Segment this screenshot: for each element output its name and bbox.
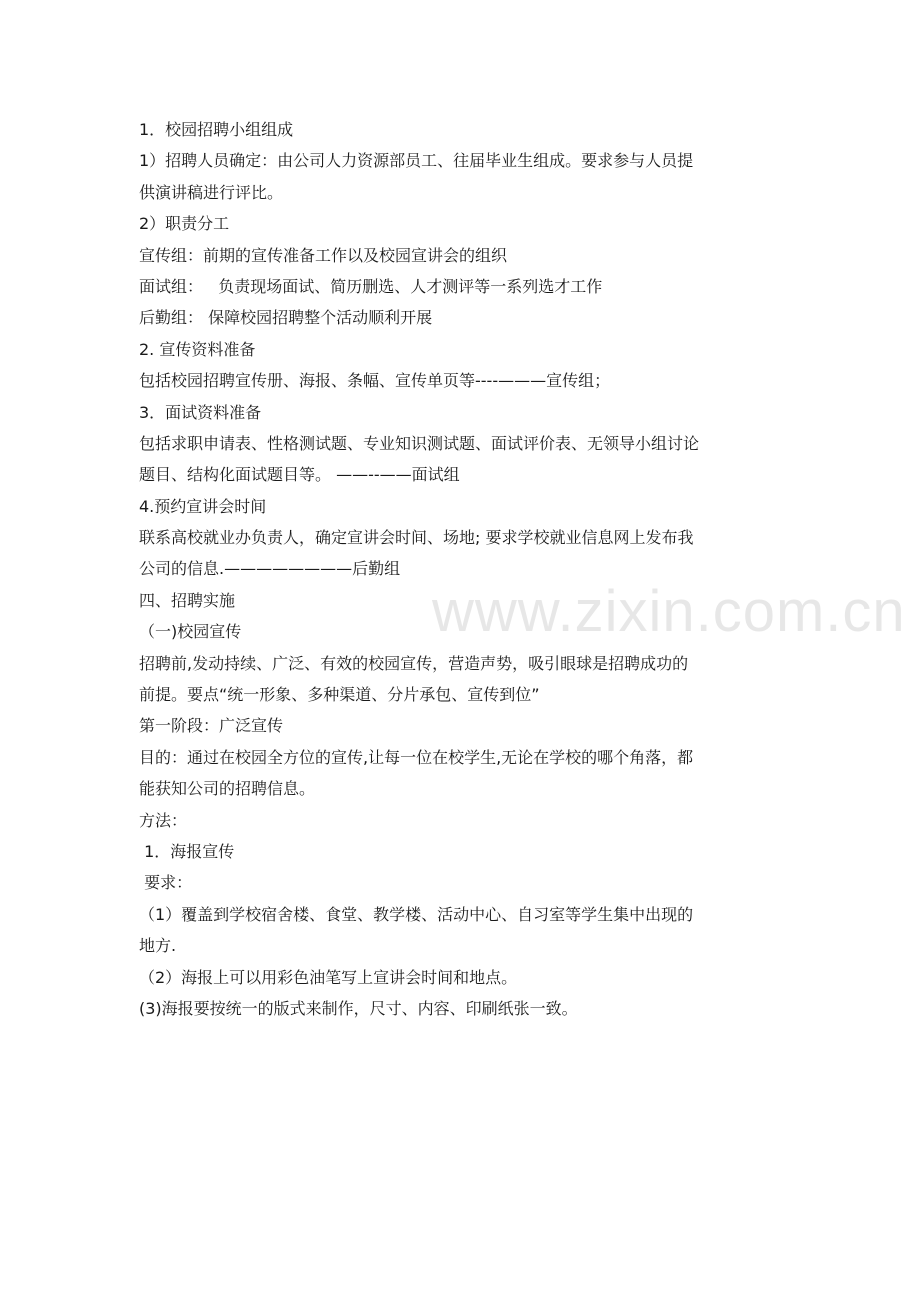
paragraph-line: 包括校园招聘宣传册、海报、条幅、宣传单页等----———宣传组； xyxy=(139,371,611,391)
subheading-poster: 1．海报宣传 xyxy=(139,841,235,861)
paragraph-line: 目的：通过在校园全方位的宣传,让每一位在校学生,无论在学校的哪个角落，都 xyxy=(139,747,694,767)
paragraph-line: 供演讲稿进行评比。 xyxy=(139,182,284,202)
paragraph-line: 宣传组：前期的宣传准备工作以及校园宣讲会的组织 xyxy=(139,245,508,265)
heading-recruit-team: 1．校园招聘小组组成 xyxy=(139,120,294,139)
paragraph-line: 招聘前,发动持续、广泛、有效的校园宣传，营造声势，吸引眼球是招聘成功的 xyxy=(139,653,689,673)
label-method: 方法： xyxy=(139,810,188,830)
label-requirements: 要求： xyxy=(139,873,193,893)
paragraph-line: 面试组： 负责现场面试、简历删选、人才测评等一系列选才工作 xyxy=(139,276,603,296)
paragraph-line: 前提。要点“统一形象、多种渠道、分片承包、宣传到位” xyxy=(139,685,540,705)
list-item: （1）覆盖到学校宿舍楼、食堂、教学楼、活动中心、自习室等学生集中出现的 xyxy=(139,904,694,924)
paragraph-line: 联系高校就业办负责人，确定宣讲会时间、场地; 要求学校就业信息网上发布我 xyxy=(139,528,694,548)
heading-book-session: 4.预约宣讲会时间 xyxy=(139,496,267,516)
watermark: www.zixin.com.cn xyxy=(432,579,906,644)
paragraph-line: 能获知公司的招聘信息。 xyxy=(139,779,316,799)
heading-promo-materials: 2. 宣传资料准备 xyxy=(139,339,256,359)
paragraph-line: 题目、结构化面试题目等。 ——--——面试组 xyxy=(139,465,460,485)
heading-implementation: 四、招聘实施 xyxy=(139,590,236,610)
list-item: （2）海报上可以用彩色油笔写上宣讲会时间和地点。 xyxy=(139,967,518,987)
heading-interview-materials: 3．面试资料准备 xyxy=(139,402,262,422)
document-body xyxy=(139,114,789,1024)
list-item-continuation: 地方. xyxy=(139,936,177,956)
paragraph-line: 公司的信息.————————后勤组 xyxy=(139,559,401,579)
paragraph-line: 后勤组： 保障校园招聘整个活动顺利开展 xyxy=(139,308,433,328)
subheading-campus-promo: （一)校园宣传 xyxy=(139,622,242,642)
subheading-phase-one: 第一阶段：广泛宣传 xyxy=(139,716,284,736)
subheading-duties: 2）职责分工 xyxy=(139,214,230,234)
paragraph-line: 1）招聘人员确定：由公司人力资源部员工、往届毕业生组成。要求参与人员提 xyxy=(139,151,694,171)
list-item: (3)海报要按统一的版式来制作，尺寸、内容、印刷纸张一致。 xyxy=(139,998,578,1018)
paragraph-line: 包括求职申请表、性格测试题、专业知识测试题、面试评价表、无领导小组讨论 xyxy=(139,433,700,453)
